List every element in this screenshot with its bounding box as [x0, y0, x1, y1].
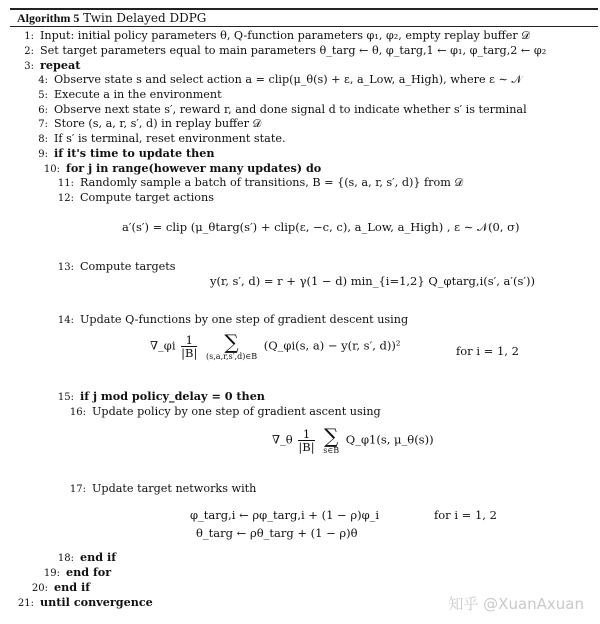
sum-sigma-icon: ∑ — [324, 424, 339, 448]
watermark: 知乎 @XuanAxuan — [448, 595, 584, 613]
algo-line-3: 3: repeat — [24, 58, 81, 72]
equation-q-update — [150, 332, 400, 361]
algorithm-label: Algorithm 5 — [17, 11, 80, 25]
algo-line-10: 10: for j in range(however many updates) do — [43, 161, 322, 175]
algo-line-19: 19: end for — [43, 565, 112, 579]
policy-fraction: $\frac{1}{|B|}$ — [298, 427, 315, 454]
algo-line-4: 4: Observe state s and select action a = clip(μ_θ(s) + ε, a_Low, a_High), where ε ∼ 𝒩 — [38, 73, 523, 86]
policy-sum: ∑ s∈B — [323, 424, 340, 455]
algorithm-name: Twin Delayed DDPG — [83, 11, 207, 25]
header-rule — [10, 26, 598, 27]
equation-policy-update — [272, 426, 434, 455]
algo-line-13: 13: Compute targets — [57, 260, 176, 273]
policy-body: Q_φ1(s, μ_θ(s)) — [345, 432, 434, 447]
equation-target-update-2: θ_targ ← ρθ_targ + (1 − ρ)θ — [196, 526, 358, 540]
sum-sigma-icon: ∑ — [224, 330, 239, 354]
equation-target-update-1: φ_targ,i ← ρφ_targ,i + (1 − ρ)φ_i — [190, 508, 380, 522]
target-update-condition: for i = 1, 2 — [434, 508, 497, 522]
algo-line-9: 9: if it's time to update then — [38, 146, 215, 160]
q-update-fraction: $\frac{1}{|B|}$ — [181, 333, 198, 360]
algo-line-20: 20: end if — [31, 580, 91, 594]
algo-line-21: 21: until convergence — [17, 595, 153, 609]
q-update-sum: ∑ (s,a,r,s′,d)∈B — [206, 330, 258, 361]
algo-line-7: 7: Store (s, a, r, s′, d) in replay buffer 𝒟 — [38, 117, 262, 130]
q-update-condition: for i = 1, 2 — [456, 344, 519, 358]
q-update-body: (Q_φi(s, a) − y(r, s′, d))² — [263, 338, 401, 353]
algo-line-8: 8: If s′ is terminal, reset environment state. — [38, 132, 286, 145]
algo-line-5: 5: Execute a in the environment — [38, 88, 222, 101]
algo-line-12: 12: Compute target actions — [57, 191, 214, 204]
equation-target-action: a′(s′) = clip (μ_θtarg(s′) + clip(ε, −c, c), a_Low, a_High) , ε ∼ 𝒩(0, σ) — [122, 220, 520, 234]
algo-line-2: 2: Set target parameters equal to main parameters θ_targ ← θ, φ_targ,1 ← φ₁, φ_targ,2 ← φ₂ — [24, 44, 547, 57]
algo-line-15: 15: if j mod policy_delay = 0 then — [57, 389, 265, 403]
algorithm-figure — [4, 4, 596, 618]
algo-line-1: 1: Input: initial policy parameters θ, Q-function parameters φ₁, φ₂, empty replay buffer 𝒟 — [24, 29, 531, 42]
algo-line-16: 16: Update policy by one step of gradient ascent using — [69, 405, 381, 418]
algo-line-6: 6: Observe next state s′, reward r, and done signal d to indicate whether s′ is terminal — [38, 103, 527, 116]
equation-targets: y(r, s′, d) = r + γ(1 − d) min_{i=1,2} Q_φtarg,i(s′, a′(s′)) — [210, 274, 535, 288]
algo-line-17: 17: Update target networks with — [69, 482, 257, 495]
algorithm-title — [17, 11, 206, 25]
top-rule — [10, 8, 598, 10]
algo-line-14: 14: Update Q-functions by one step of gradient descent using — [57, 313, 409, 326]
q-update-gradient: ∇_φi — [150, 338, 176, 353]
algo-line-18: 18: end if — [57, 550, 117, 564]
algo-line-11: 11: Randomly sample a batch of transitions, B = {(s, a, r, s′, d)} from 𝒟 — [57, 176, 464, 189]
policy-gradient: ∇_θ — [272, 432, 293, 447]
